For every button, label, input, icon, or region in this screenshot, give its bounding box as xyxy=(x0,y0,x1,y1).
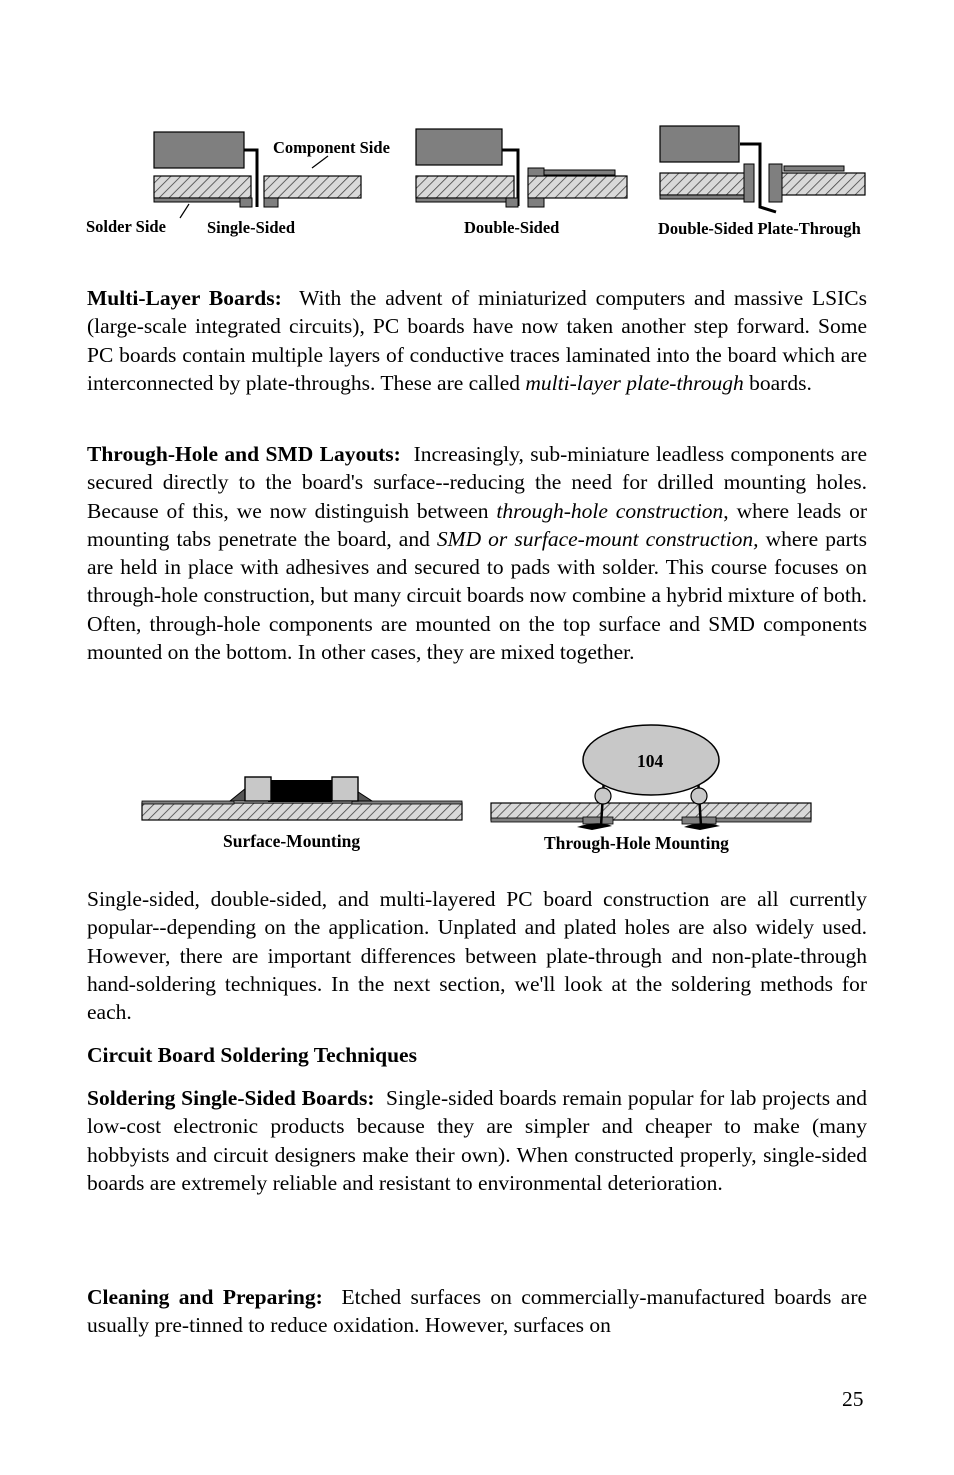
multi-layer-italic: multi-layer plate-through xyxy=(525,370,744,395)
component-side-label: Component Side xyxy=(273,138,390,157)
double-sided-diagram xyxy=(416,129,627,207)
smd-italic: SMD or surface-mount construction, xyxy=(436,526,759,551)
single-sided-title: Soldering Single-Sided Boards: xyxy=(87,1086,375,1110)
multi-layer-title: Multi-Layer Boards: xyxy=(87,286,282,310)
cleaning-text: Etched surfaces on commercially-manufactured boards are usually pre-tinned to reduce oxidation. However, surfaces on xyxy=(87,1285,868,1338)
page-number: 25 xyxy=(842,1387,864,1411)
single-sided-text: Single-sided boards remain popular for lab projects and low-cost electronic products because they are simpler and cheaper to make (many hobbyists and circuit designers make their own). When constructed properly, single-sided boards are extremely reliable and resistant to environmental deterioration. xyxy=(87,1086,867,1195)
through-hole-mounting-label: Through-Hole Mounting xyxy=(544,833,729,853)
through-hole-smd-text-2: , where leads or mounting tabs penetrate the board, and xyxy=(87,498,867,551)
surface-mounting-label: Surface-Mounting xyxy=(223,831,361,851)
construction-paragraph: Single-sided, double-sided, and multi-layered PC board construction are all currently popular--depending on the application. Unplated and plated holes are also widely used. However, there are important differences between plate-through and non-plate-through hand-soldering techniques. In the next section, we'll look at the soldering methods for each. xyxy=(87,887,867,1025)
single-sided-label: Single-Sided xyxy=(207,218,296,237)
single-sided-paragraph xyxy=(87,1084,867,1197)
solder-side-label: Solder Side xyxy=(86,217,166,236)
through-hole-smd-text: Increasingly, sub-miniature leadless components are secured directly to the board's surface--reducing the need for drilled mounting holes. Because of this, we now distinguish between xyxy=(87,442,867,523)
mounting-figure xyxy=(0,720,954,870)
cleaning-title: Cleaning and Preparing: xyxy=(87,1285,323,1309)
capacitor-label: 104 xyxy=(637,751,664,771)
multi-layer-text-end: boards. xyxy=(743,370,812,395)
section-heading: Circuit Board Soldering Techniques xyxy=(87,1043,417,1067)
plate-through-diagram xyxy=(660,126,865,212)
surface-mount-diagram xyxy=(142,777,462,820)
multi-layer-paragraph xyxy=(87,284,867,397)
through-hole-italic: through-hole construction xyxy=(496,498,724,523)
cleaning-paragraph xyxy=(87,1283,867,1340)
through-hole-diagram xyxy=(491,725,811,830)
double-sided-label: Double-Sided xyxy=(464,218,560,237)
multi-layer-text: With the advent of miniaturized computers and massive LSICs (large-scale integrated circuits), PC boards have now taken another step forward. Some PC boards contain multiple layers of conductive traces laminated into the board which are interconnected by plate-throughs. These are called xyxy=(87,286,868,395)
through-hole-smd-text-3: where parts are held in place with adhesives and secured to pads with solder. This course focuses on through-hole construction, but many circuit boards now combine a hybrid mixture of both. Often, through-hole components are mounted on the top surface and SMD components mounted on the bottom. In other cases, they are mixed together. xyxy=(87,526,867,665)
through-hole-smd-title: Through-Hole and SMD Layouts: xyxy=(87,442,401,466)
plate-through-label: Double-Sided Plate-Through xyxy=(658,219,861,238)
through-hole-smd-paragraph xyxy=(87,440,867,666)
